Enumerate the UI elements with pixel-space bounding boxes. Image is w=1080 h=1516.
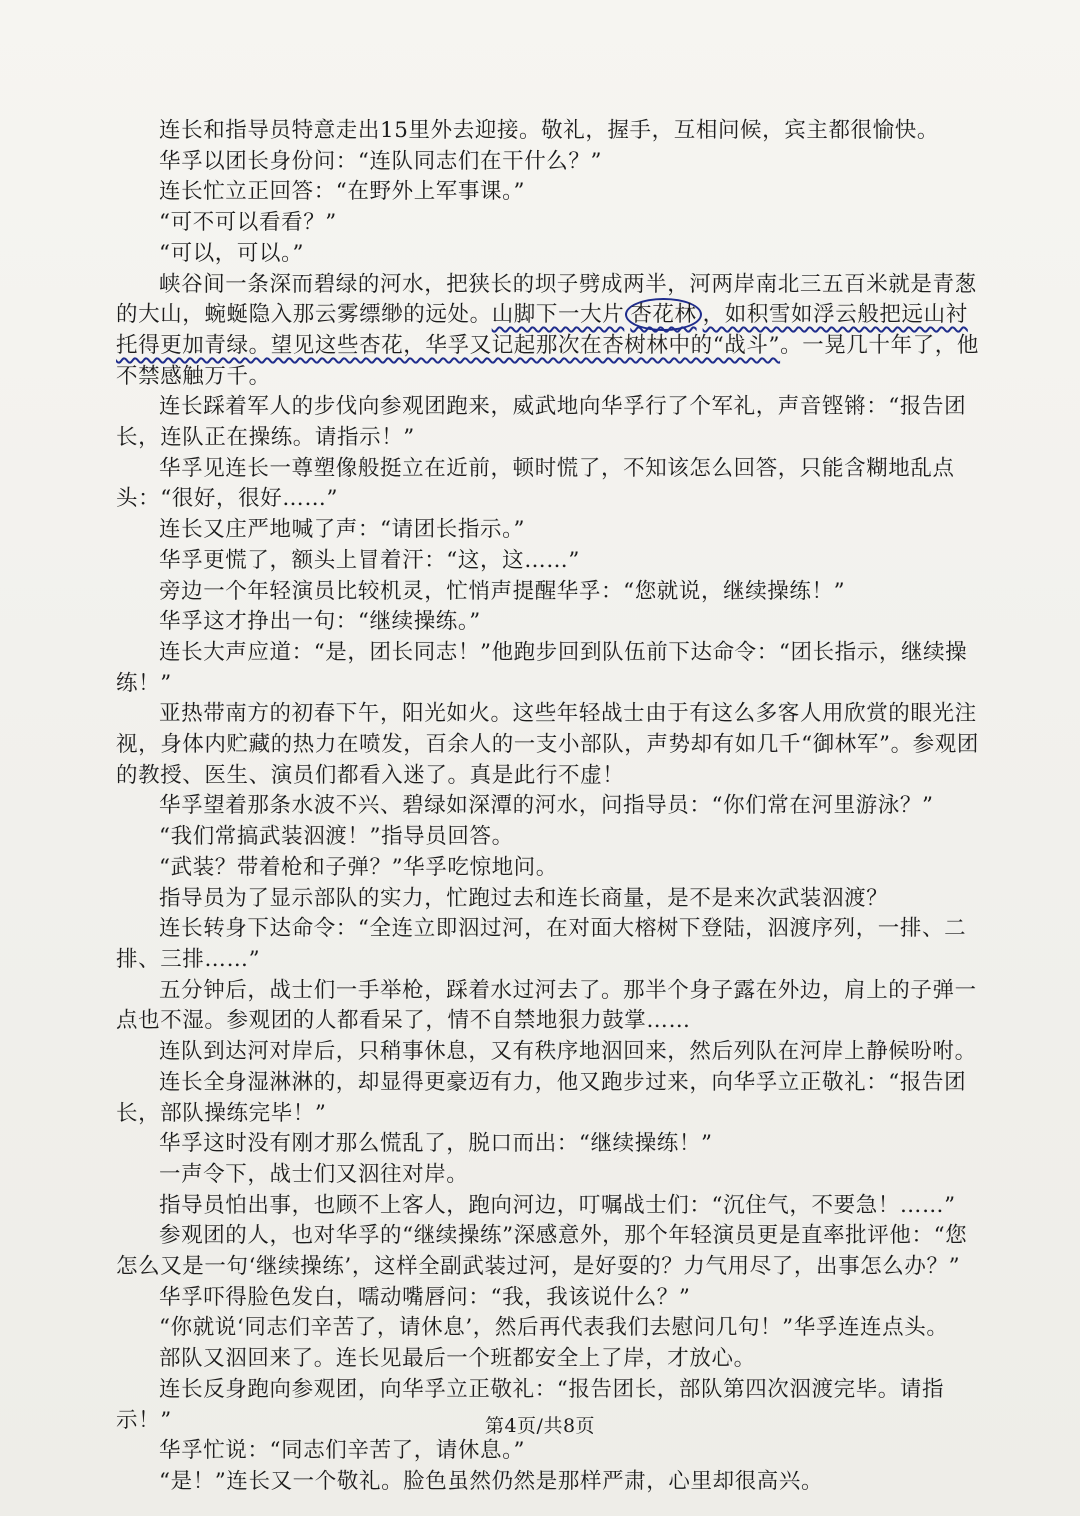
paragraph: 华孚以团长身份问：“连队同志们在干什么？” bbox=[159, 148, 603, 174]
paragraph: 连队到达河对岸后，只稍事休息，又有秩序地泅回来，然后列队在河岸上静候吩咐。 bbox=[159, 1039, 977, 1065]
paragraph: 参观团的人，也对华孚的“继续操练”深感意外，那个年轻演员更是直率批评他：“您怎么又是一句‘继续操练’，这样全副武装过河，是好耍的？力气用尽了，出事怎么办？” bbox=[116, 1223, 968, 1280]
paragraph: 华孚更慌了，额头上冒着汗：“这，这……” bbox=[159, 547, 580, 573]
paragraph: 一声令下，战士们又泅往对岸。 bbox=[159, 1161, 469, 1187]
paragraph: 华孚忙说：“同志们辛苦了，请休息。” bbox=[159, 1438, 526, 1464]
circled-word: 杏花林 bbox=[625, 298, 701, 331]
paragraph: 部队又泅回来了。连长见最后一个班都安全上了岸，才放心。 bbox=[159, 1346, 756, 1372]
paragraph-text: 。一晃几十年了，他不禁感触万千。 bbox=[116, 332, 979, 389]
paragraph: 指导员怕出事，也顾不上客人，跑向河边，叮嘱战士们：“沉住气，不要急！……” bbox=[159, 1192, 956, 1218]
story-text bbox=[116, 116, 984, 1498]
paragraph: “我们常搞武装泅渡！”指导员回答。 bbox=[159, 824, 514, 850]
paragraph: 连长大声应道：“是，团长同志！”他跑步回到队伍前下达命令：“团长指示，继续操练！” bbox=[116, 639, 968, 696]
paragraph: 连长又庄严地喊了声：“请团长指示。” bbox=[159, 517, 526, 543]
paragraph: 连长全身湿淋淋的，却显得更豪迈有力，他又跑步过来，向华孚立正敬礼：“报告团长，部队操练完毕！” bbox=[116, 1069, 967, 1126]
paragraph: 华孚望着那条水波不兴、碧绿如深潭的河水，问指导员：“你们常在河里游泳？” bbox=[159, 793, 934, 819]
paragraph: 亚热带南方的初春下午，阳光如火。这些年轻战士由于有这么多客人用欣赏的眼光注视，身体内贮藏的热力在喷发，百余人的一支小部队，声势却有如几千“御林军”。参观团的教授、医生、演员们都看入迷了。真是此行不虚！ bbox=[116, 701, 979, 788]
paragraph: 连长转身下达命令：“全连立即泅过河，在对面大榕树下登陆，泅渡序列，一排、二排、三排……” bbox=[116, 916, 967, 972]
paragraph: “是！”连长又一个敬礼。脸色虽然仍然是那样严肃，心里却很高兴。 bbox=[159, 1468, 824, 1494]
paragraph: 华孚这才挣出一句：“继续操练。” bbox=[159, 609, 481, 635]
paragraph: “可不可以看看？” bbox=[159, 210, 337, 236]
paragraph: 华孚这时没有刚才那么慌乱了，脱口而出：“继续操练！” bbox=[159, 1131, 713, 1157]
paragraph-text: 峡谷间一条深而碧绿的河水，把狭长的坝子劈成两半，河两岸南北三五百米就是青葱的大山，蜿蜒隐入那云雾缥缈的远处。 bbox=[116, 271, 977, 328]
paragraph: “武装？带着枪和子弹？”华孚吃惊地问。 bbox=[159, 854, 558, 880]
paragraph: “你就说‘同志们辛苦了，请休息’，然后再代表我们去慰问几句！”华孚连连点头。 bbox=[159, 1315, 949, 1341]
paragraph: 五分钟后，战士们一手举枪，踩着水过河去了。那半个身子露在外边，肩上的子弹一点也不湿。参观团的人都看呆了，情不自禁地狠力鼓掌…… bbox=[116, 977, 977, 1034]
paragraph: “可以，可以。” bbox=[159, 240, 305, 266]
paragraph: 连长和指导员特意走出15里外去迎接。敬礼，握手，互相问候，宾主都很愉快。 bbox=[159, 118, 939, 143]
paragraph: 华孚见连长一尊塑像般挺立在近前，顿时慌了，不知该怎么回答，只能含糊地乱点头：“很好，很好……” bbox=[116, 455, 955, 512]
paragraph: 连长反身跑向参观团，向华孚立正敬礼：“报告团长，部队第四次泅渡完毕。请指示！” bbox=[116, 1376, 945, 1433]
paragraph-annotated bbox=[116, 270, 984, 393]
paragraph: 华孚吓得脸色发白，嚅动嘴唇问：“我，我该说什么？” bbox=[159, 1284, 691, 1310]
paragraph: 连长忙立正回答：“在野外上军事课。” bbox=[159, 179, 526, 205]
paragraph: 旁边一个年轻演员比较机灵，忙悄声提醒华孚：“您就说，继续操练！” bbox=[159, 578, 846, 604]
underlined-sentence: 山脚下一大片 杏花林 ，如积雪如浮云般把远山衬托得更加青绿。望见这些杏花，华孚又记起那次在杏树林中的“战斗” bbox=[116, 302, 968, 358]
paragraph: 连长踩着军人的步伐向参观团跑来，威武地向华孚行了个军礼，声音铿锵：“报告团长，连队正在操练。请指示！” bbox=[116, 394, 967, 451]
page-number: 第4页/共8页 bbox=[484, 1415, 596, 1437]
paragraph: 指导员为了显示部队的实力，忙跑过去和连长商量，是不是来次武装泅渡？ bbox=[159, 885, 889, 911]
